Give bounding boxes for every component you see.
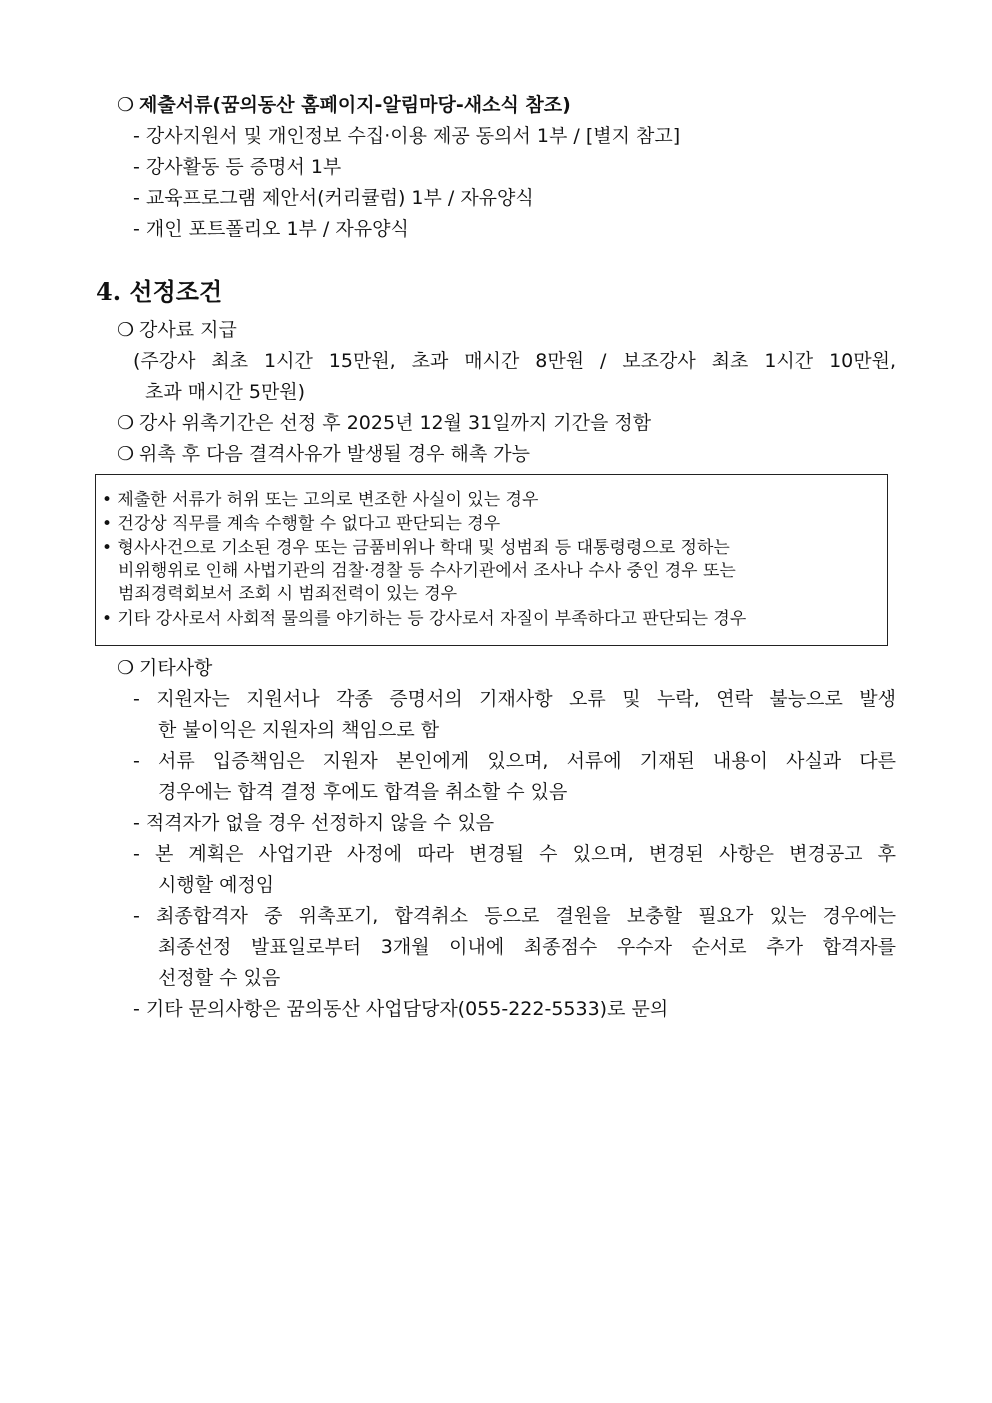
circle-bullet-icon: ❍ (117, 412, 135, 434)
other-title: ❍ 기타사항 (117, 657, 213, 679)
circle-bullet-icon: ❍ (117, 657, 135, 679)
other-item: 경우에는 합격 결정 후에도 합격을 취소할 수 있음 (158, 781, 568, 803)
other-item: - 지원자는 지원서나 각종 증명서의 기재사항 오류 및 누락, 연락 불능으로 발생 (133, 688, 896, 710)
circle-bullet-icon: ❍ (117, 94, 135, 116)
box-item: • 형사사건으로 기소된 경우 또는 금품비위나 학대 및 성범죄 등 대통령령으로 정하는 (102, 538, 730, 558)
box-item: • 제출한 서류가 허위 또는 고의로 변조한 사실이 있는 경우 (102, 490, 539, 510)
other-item: - 본 계획은 사업기관 사정에 따라 변경될 수 있으며, 변경된 사항은 변경공고 후 (133, 843, 896, 865)
circle-bullet-icon: ❍ (117, 319, 135, 341)
box-item: 범죄경력회보서 조회 시 범죄전력이 있는 경우 (118, 584, 458, 604)
appointment-period: ❍ 강사 위촉기간은 선정 후 2025년 12월 31일까지 기간을 정함 (117, 412, 652, 434)
dismissal-condition: ❍ 위촉 후 다음 결격사유가 발생될 경우 해촉 가능 (117, 443, 531, 465)
submission-title: ❍ 제출서류(꿈의동산 홈페이지-알림마당-새소식 참조) (117, 94, 571, 116)
other-item: - 최종합격자 중 위촉포기, 합격취소 등으로 결원을 보충할 필요가 있는 경우에는 (133, 905, 896, 927)
other-item: - 서류 입증책임은 지원자 본인에게 있으며, 서류에 기재된 내용이 사실과 다른 (133, 750, 896, 772)
box-item: 비위행위로 인해 사법기관의 검찰·경찰 등 수사기관에서 조사나 수사 중인 경우 또는 (118, 561, 736, 581)
submission-item: - 개인 포트폴리오 1부 / 자유양식 (133, 218, 409, 240)
other-item: 최종선정 발표일로부터 3개월 이내에 최종점수 우수자 순서로 추가 합격자를 (158, 936, 896, 958)
submission-item: - 교육프로그램 제안서(커리큘럼) 1부 / 자유양식 (133, 187, 534, 209)
box-item: • 건강상 직무를 계속 수행할 수 없다고 판단되는 경우 (102, 514, 501, 534)
fee-title: ❍ 강사료 지급 (117, 319, 237, 341)
fee-detail: (주강사 최초 1시간 15만원, 초과 매시간 8만원 / 보조강사 최초 1시간 10만원, (133, 350, 896, 372)
fee-detail: 초과 매시간 5만원) (145, 381, 306, 403)
other-item: 선정할 수 있음 (158, 967, 281, 989)
other-item: 시행할 예정임 (158, 874, 275, 896)
other-item: - 적격자가 없을 경우 선정하지 않을 수 있음 (133, 812, 495, 834)
other-item: - 기타 문의사항은 꿈의동산 사업담당자(055-222-5533)로 문의 (133, 998, 669, 1020)
submission-item: - 강사지원서 및 개인정보 수집·이용 제공 동의서 1부 / [별지 참고] (133, 125, 681, 147)
disqualification-box (95, 474, 888, 646)
section-heading: 4. 선정조건 (96, 277, 223, 306)
submission-item: - 강사활동 등 증명서 1부 (133, 156, 342, 178)
box-item: • 기타 강사로서 사회적 물의를 야기하는 등 강사로서 자질이 부족하다고 판단되는 경우 (102, 609, 747, 629)
circle-bullet-icon: ❍ (117, 443, 135, 465)
other-item: 한 불이익은 지원자의 책임으로 함 (158, 719, 440, 741)
